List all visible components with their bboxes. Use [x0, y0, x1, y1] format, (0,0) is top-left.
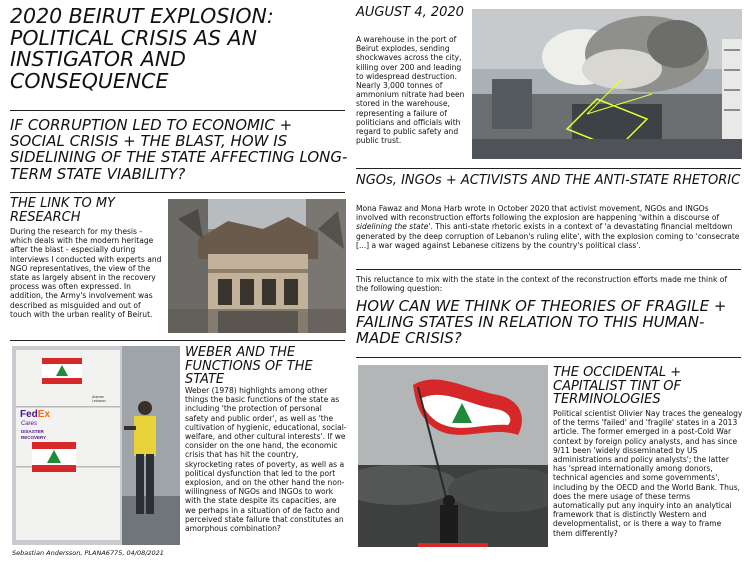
recovery-label: RECOVERY — [21, 435, 47, 440]
divider-question-left — [10, 192, 345, 193]
august-body: A warehouse in the port of Beirut explodes, sending shockwaves across the city, killing over 200 and leading to widespread destruction. Nearly 3,000 tonnes of ammonium nitrate had been stored in the warehouse, representing a failure of politicians and officials with regard to public safety and public trust. — [356, 35, 465, 146]
weber-heading: WEBER AND THE FUNCTIONS OF THE STATE — [185, 345, 313, 388]
divider-top-left — [10, 110, 345, 111]
protest-flag-photo — [358, 365, 548, 547]
disaster-label: DISASTER — [21, 429, 44, 434]
occidental-body: Political scientist Olivier Nay traces the genealogy of the terms 'failed' and 'fragile' states in a 2013 article. The former emerged in a post-Cold War context by foreign policy analysts, and has since 9/11 been 'widely disseminated by US administrations and policy analysts'; the latter has 'spread internationally among donors, technical agencies and some governments', including by the OECD and the World Bank. Thus, does the mere usage of these terms automatically put any inquiry into an analytical framework that is distinctly Western and developmentalist, or is there a way to frame them differently? — [553, 409, 743, 538]
link-body: During the research for my thesis - which deals with the modern heritage after the blast - especially during interviews I conducted with experts and NGO representatives, the view of the state as largely absent in the recovery process was often expressed. In addition, the Army's involvement was described as misguided and out of touch with the urban reality of Beirut. — [10, 227, 162, 319]
divider-weber — [10, 340, 345, 341]
fragile-question: HOW CAN WE THINK OF THEORIES OF FRAGILE + FAILING STATES IN RELATION TO THIS HUMAN-MADE CRISIS? — [356, 297, 727, 348]
fedex-logo: FedEx — [20, 409, 51, 420]
august-date: AUGUST 4, 2020 — [356, 5, 464, 20]
ngo-body: Mona Fawaz and Mona Harb wrote in October 2020 that activist movement, NGOs and INGOs involved with reconstruction efforts following the explosion are happening 'within a discourse of sidelining the state'. This anti-state rhetoric exists in a context of 'a devastating financial meltdown generated by the deep corruption of Lebanon's ruling elite', with the explosion coming to 'consecrate [...] a war waged against Lebanese citizens by the country's political class'. — [356, 204, 740, 250]
divider-ngo — [356, 168, 741, 169]
link-heading: THE LINK TO MY RESEARCH — [10, 196, 115, 225]
aid-boxes-photo — [12, 346, 180, 545]
fedex-cares-label: Cares — [21, 421, 38, 427]
reluctance-text: This reluctance to mix with the state in the context of the reconstruction efforts made me think of the following question: — [356, 275, 727, 294]
divider-reluctance — [356, 269, 741, 270]
main-title: 2020 BEIRUT EXPLOSION: POLITICAL CRISIS AS AN INSTIGATOR AND CONSEQUENCE — [10, 4, 274, 93]
weber-body: Weber (1978) highlights among other things the basic functions of the state as including 'the protection of personal safety and public order', as well as 'the cultivation of hygienic, educational, social-welfare, and other cultural interests'. If we consider on the one hand, the economic crisis that has hit the country, skyrocketing rates of poverty, as well as a political dysfunction that led to the port explosion, and on the other hand the non-willingness of NGOs and INGOs to work with the state despite its capacities, are we perhaps in a situation of de facto and perceived state failure that constitutes an amorphous combination? — [185, 386, 347, 534]
main-question: IF CORRUPTION LED TO ECONOMIC + SOCIAL CRISIS + THE BLAST, HOW IS SIDELINING OF THE STATE AFFECTING LONG-TERM STATE VIABILITY? — [10, 116, 348, 183]
explosion-photo — [472, 9, 742, 159]
ngo-heading: NGOs, INGOs + ACTIVISTS AND THE ANTI-STATE RHETORIC — [356, 173, 741, 188]
occidental-heading: THE OCCIDENTAL + CAPITALIST TINT OF TERMINOLOGIES — [553, 365, 682, 408]
footer-credit: Sebastian Andersson, PLANA6775, 04/08/2021 — [12, 549, 164, 557]
aramex-tag: Aramex Lebanon — [92, 395, 106, 403]
divider-occidental — [356, 357, 741, 358]
damaged-building-photo — [168, 199, 346, 333]
